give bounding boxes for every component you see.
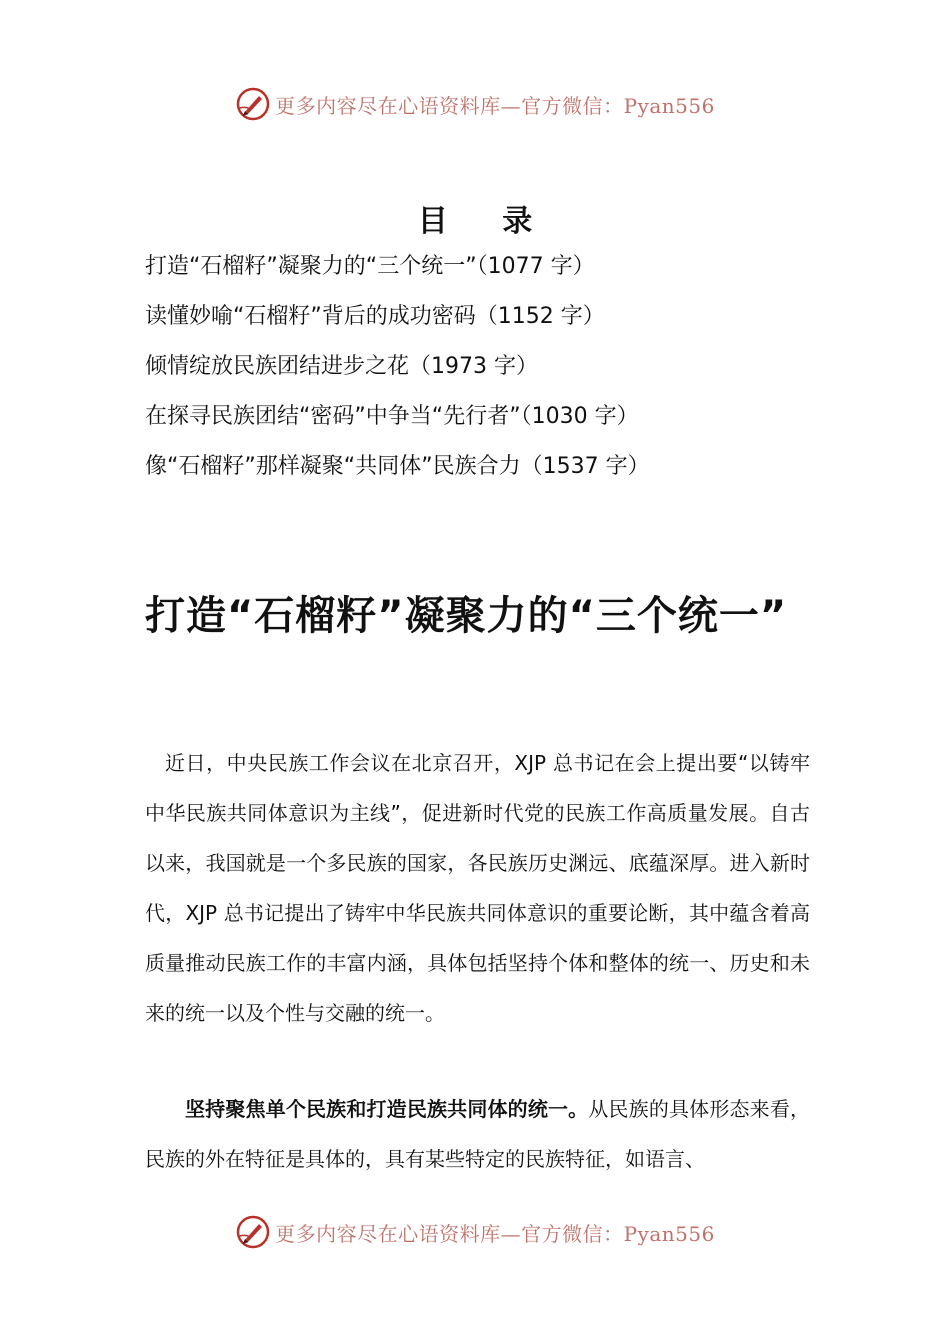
table-of-contents: [145, 252, 845, 502]
footer-banner: [0, 1212, 950, 1252]
paragraph-lead-bold: 坚持聚焦单个民族和打造民族共同体的统一。: [185, 1097, 589, 1121]
article-paragraph: 近日，中央民族工作会议在北京召开，XJP 总书记在会上提出要“以铸牢中华民族共同体意识为主线”，促进新时代党的民族工作高质量发展。自古以来，我国就是一个多民族的国家，各民族历史渊远、底蕴深厚。进入新时代，XJP 总书记提出了铸牢中华民族共同体意识的重要论断，其中蕴含着高质量推动民族工作的丰富内涵，具体包括坚持个体和整体的统一、历史和未来的统一以及个性与交融的统一。: [145, 751, 810, 1025]
pen-logo-icon: [235, 86, 271, 122]
toc-item[interactable]: 像“石榴籽”那样凝聚“共同体”民族合力（1537 字）: [145, 454, 650, 479]
toc-item[interactable]: 倾情绽放民族团结进步之花（1973 字）: [145, 354, 538, 379]
banner-text: 更多内容尽在心语资料库—官方微信：Pyan556: [275, 93, 715, 118]
toc-item[interactable]: 读懂妙喻“石榴籽”背后的成功密码（1152 字）: [145, 304, 605, 329]
toc-item[interactable]: 在探寻民族团结“密码”中争当“先行者”（1030 字）: [145, 404, 639, 429]
toc-title: 目 录: [417, 204, 555, 239]
pen-logo-icon: [235, 1214, 271, 1250]
article-paragraph: [145, 1084, 810, 1184]
header-banner: [0, 84, 950, 124]
banner-text: 更多内容尽在心语资料库—官方微信：Pyan556: [275, 1221, 715, 1246]
article-title: 打造“石榴籽”凝聚力的“三个统一”: [145, 593, 788, 639]
paragraph-text: 从民族的具体形态来看，民族的外在特征是具体的，具有某些特定的民族特征，如语言、: [145, 1097, 811, 1171]
toc-item[interactable]: 打造“石榴籽”凝聚力的“三个统一”（1077 字）: [145, 254, 595, 279]
